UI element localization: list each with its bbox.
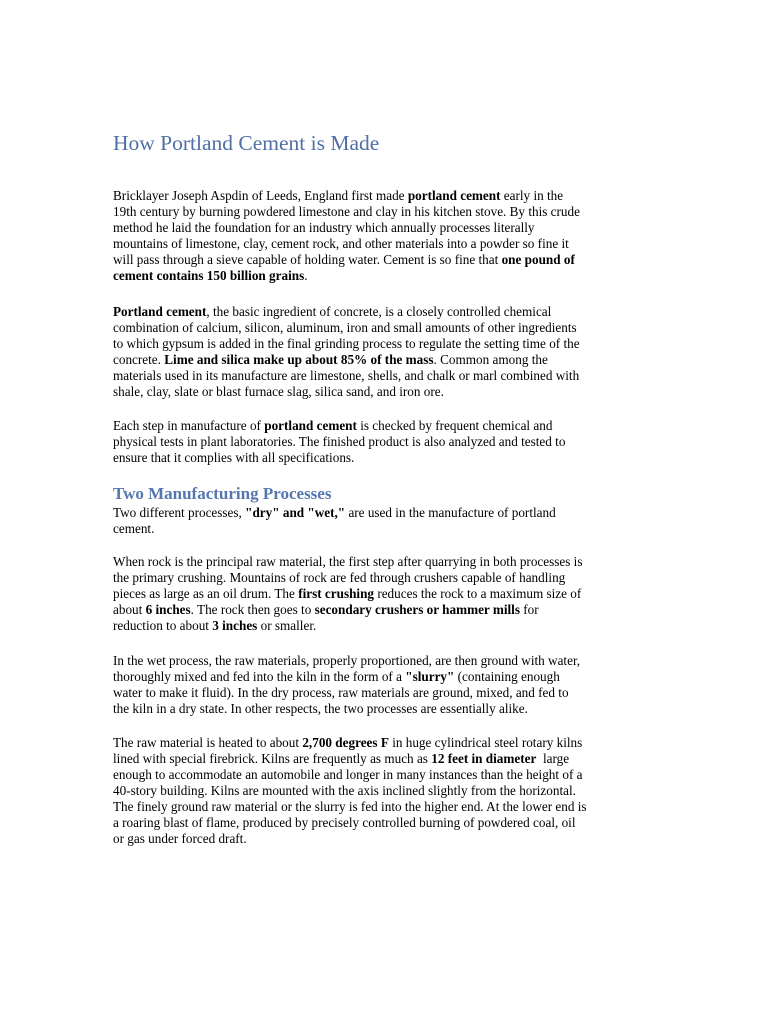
text-line <box>113 618 661 634</box>
text-line: water to make it fluid). In the dry process, raw materials are ground, mixed, and fed to <box>113 685 569 700</box>
bold-text: 3 inches <box>212 618 258 633</box>
text-line: The finely ground raw material or the slurry is fed into the higher end. At the lower end is <box>113 799 587 814</box>
text-span: lined with special firebrick. Kilns are frequently as much as <box>113 751 432 766</box>
text-line <box>113 252 661 268</box>
paragraph-aspdin-history <box>113 188 661 284</box>
text-line <box>113 304 661 320</box>
text-span: about <box>113 602 146 617</box>
text-span: Two different processes, <box>113 505 246 520</box>
text-line <box>113 418 661 434</box>
bold-text: Lime and silica make up about 85% of the mass <box>164 352 434 367</box>
text-line: When rock is the principal raw material, the first step after quarrying in both processes is <box>113 554 583 569</box>
bold-text: portland cement <box>407 188 501 203</box>
text-span: . The rock then goes to <box>190 602 315 617</box>
text-line: physical tests in plant laboratories. The finished product is also analyzed and tested to <box>113 434 566 449</box>
text-span: will pass through a sieve capable of holding water. Cement is so fine that <box>113 252 502 267</box>
text-span: large <box>536 751 570 766</box>
text-span: The raw material is heated to about <box>113 735 303 750</box>
text-line: 40-story building. Kilns are mounted with the axis inclined slightly from the horizontal. <box>113 783 576 798</box>
bold-text: Portland cement <box>113 304 207 319</box>
text-line <box>113 188 661 204</box>
bold-text: one pound of <box>501 252 575 267</box>
paragraph-dry-wet-processes <box>113 505 661 537</box>
text-span: or smaller. <box>257 618 317 633</box>
text-span: (containing enough <box>454 669 560 684</box>
text-span: in huge cylindrical steel rotary kilns <box>388 735 583 750</box>
text-line <box>113 751 661 767</box>
bold-text: 12 feet in diameter <box>431 751 537 766</box>
text-line: the primary crushing. Mountains of rock are fed through crushers capable of handling <box>113 570 566 585</box>
text-line: or gas under forced draft. <box>113 831 247 846</box>
bold-text: "slurry" <box>405 669 455 684</box>
text-line: to which gypsum is added in the final grinding process to regulate the setting time of the <box>113 336 580 351</box>
text-line <box>113 505 661 521</box>
page-title: How Portland Cement is Made <box>113 131 380 155</box>
paragraph-kiln-heating <box>113 735 661 847</box>
text-line <box>113 602 661 618</box>
paragraph-wet-dry-detail <box>113 653 661 717</box>
text-line <box>113 586 661 602</box>
text-line: mountains of limestone, clay, cement rock, and other materials into a powder so fine it <box>113 236 569 251</box>
text-line <box>113 735 661 751</box>
text-span: are used in the manufacture of portland <box>345 505 556 520</box>
text-line <box>113 268 661 284</box>
text-line: ensure that it complies with all specifications. <box>113 450 355 465</box>
text-span: , the basic ingredient of concrete, is a closely controlled chemical <box>206 304 552 319</box>
text-span: pieces as large as an oil drum. The <box>113 586 299 601</box>
text-line: a roaring blast of flame, produced by precisely controlled burning of powdered coal, oil <box>113 815 576 830</box>
bold-text: 6 inches <box>145 602 191 617</box>
text-span: reduces the rock to a maximum size of <box>374 586 582 601</box>
paragraph-crushing <box>113 554 661 634</box>
text-line: shale, clay, slate or blast furnace slag, silica sand, and iron ore. <box>113 384 444 399</box>
section-heading-manufacturing-processes: Two Manufacturing Processes <box>113 484 332 503</box>
text-line: the kiln in a dry state. In other respects, the two processes are essentially alike. <box>113 701 528 716</box>
text-span: is checked by frequent chemical and <box>356 418 553 433</box>
text-line: materials used in its manufacture are limestone, shells, and chalk or marl combined with <box>113 368 580 383</box>
bold-text: cement contains 150 billion grains <box>113 268 305 283</box>
text-span: Bricklayer Joseph Aspdin of Leeds, England first made <box>113 188 408 203</box>
text-span: thoroughly mixed and fed into the kiln in the form of a <box>113 669 406 684</box>
text-span: Each step in manufacture of <box>113 418 265 433</box>
bold-text: "dry" and "wet," <box>245 505 346 520</box>
text-span: for <box>519 602 539 617</box>
text-line: method he laid the foundation for an industry which annually processes literally <box>113 220 535 235</box>
text-line: 19th century by burning powdered limestone and clay in his kitchen stove. By this crude <box>113 204 580 219</box>
text-line <box>113 669 661 685</box>
text-line: combination of calcium, silicon, aluminum, iron and small amounts of other ingredients <box>113 320 577 335</box>
bold-text: portland cement <box>264 418 357 433</box>
text-line: enough to accommodate an automobile and longer in many instances than the height of a <box>113 767 583 782</box>
text-span: . <box>304 268 308 283</box>
text-span: concrete. <box>113 352 165 367</box>
text-line <box>113 352 661 368</box>
text-span: early in the <box>500 188 564 203</box>
text-line: cement. <box>113 521 155 536</box>
bold-text: first crushing <box>298 586 375 601</box>
paragraph-portland-cement-composition <box>113 304 661 400</box>
paragraph-quality-testing <box>113 418 661 466</box>
text-line: In the wet process, the raw materials, properly proportioned, are then ground with water, <box>113 653 581 668</box>
bold-text: secondary crushers or hammer mills <box>314 602 520 617</box>
text-span: reduction to about <box>113 618 213 633</box>
bold-text: 2,700 degrees F <box>302 735 389 750</box>
text-span: . Common among the <box>433 352 548 367</box>
